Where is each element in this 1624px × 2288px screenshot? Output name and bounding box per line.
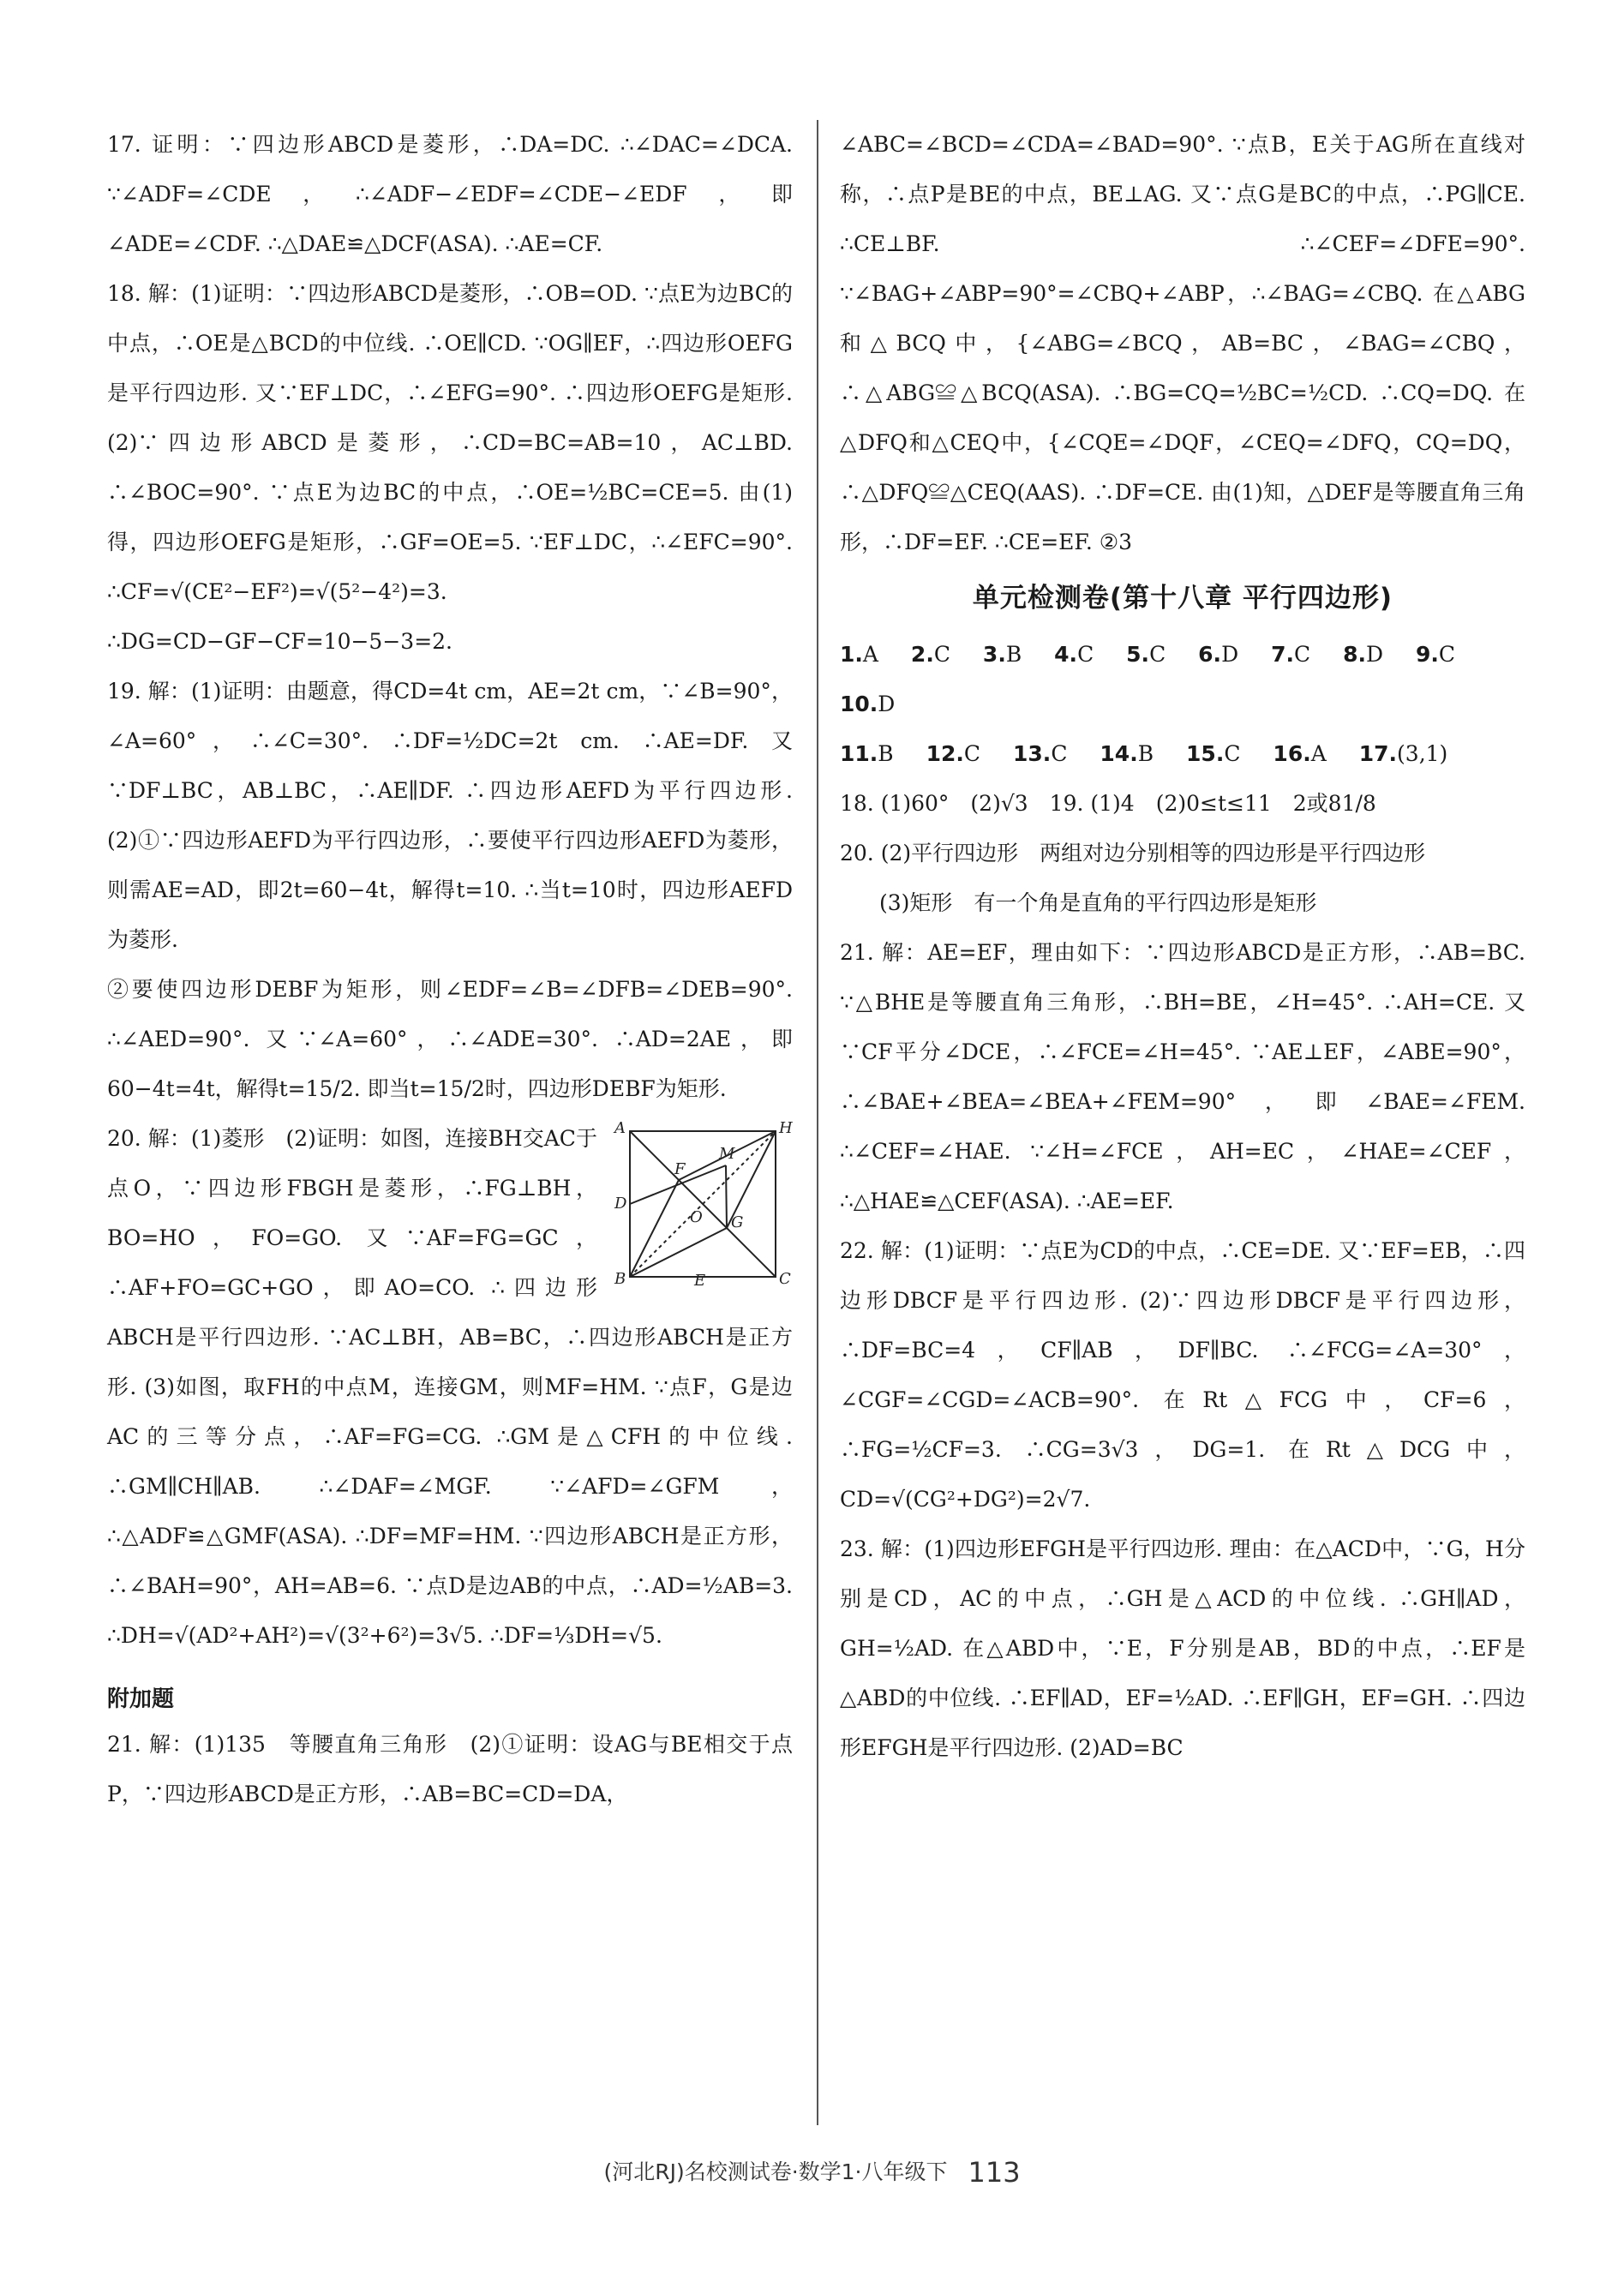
right-column <box>840 120 1525 1773</box>
answers-row-3: 18. (1)60° (2)√3 19. (1)4 (2)0≤t≤11 2或81/8 <box>840 791 1376 816</box>
answer-choice: 16.A <box>1273 741 1327 766</box>
answers-row-1 <box>840 630 1525 729</box>
label-e: E <box>694 1272 706 1285</box>
answer-19-part1: 19. 解：(1)证明：由题意，得CD=4t cm，AE=2t cm，∵∠B=90°，∠A=60°，∴∠C=30°. ∴DF=½DC=2t cm. ∴AE=DF. 又∵DF⊥BC，AB⊥BC，∴AE∥DF. ∴四边形AEFD为平行四边形. (2)①∵四边形AEFD为平行四边形，∴要使平行四边形AEFD为菱形，则需AE=AD，即2t=60−4t，解得t=10. ∴当t=10时，四边形AEFD为菱形. <box>107 679 793 952</box>
label-g: G <box>731 1213 744 1231</box>
answer-22: 22. 解：(1)证明：∵点E为CD的中点，∴CE=DE. 又∵EF=EB，∴四边形DBCF是平行四边形. (2)∵四边形DBCF是平行四边形，∴DF=BC=4，CF∥AB，DF∥BC. ∴∠FCG=∠A=30°，∠CGF=∠CGD=∠ACB=90°. 在Rt△FCG中，CF=6，∴FG=½CF=3. ∴CG=3√3，DG=1. 在Rt△DCG中，CD=√(CG²+DG²)=2√7. <box>840 1238 1525 1512</box>
answer-21-part1: 21. 解：(1)135 等腰直角三角形 (2)①证明：设AG与BE相交于点P，∵四边形ABCD是正方形，∴AB=BC=CD=DA， <box>107 1732 793 1806</box>
label-m: M <box>719 1145 735 1163</box>
answer-choice: 2.C <box>910 642 950 667</box>
answer-choice: 4.C <box>1054 642 1094 667</box>
answer-19-part2: ②要使四边形DEBF为矩形，则∠EDF=∠B=∠DFB=∠DEB=90°. ∴∠AED=90°. 又∵∠A=60°，∴∠ADE=30°. ∴AD=2AE，即60−4t=4t，解得t=15/2. 即当t=15/2时，四边形DEBF为矩形. <box>107 977 793 1101</box>
answer-choice: 5.C <box>1126 642 1166 667</box>
left-column <box>107 120 793 1819</box>
column-divider <box>817 120 818 2125</box>
section-title: 单元检测卷(第十八章 平行四边形) <box>972 583 1393 614</box>
answer-23: 23. 解：(1)四边形EFGH是平行四边形. 理由：在△ACD中，∵G，H分别是CD，AC的中点，∴GH是△ACD的中位线. ∴GH∥AD，GH=½AD. 在△ABD中，∵E，F分别是AB，BD的中点，∴EF是△ABD的中位线. ∴EF∥AD，EF=½AD. ∴EF∥GH，EF=GH. ∴四边形EFGH是平行四边形. (2)AD=BC <box>840 1536 1525 1760</box>
label-d: D <box>614 1195 627 1213</box>
answer-21: 21. 解：AE=EF，理由如下：∵四边形ABCD是正方形，∴AB=BC. ∵△BHE是等腰直角三角形，∴BH=BE，∠H=45°. ∴AH=CE. 又∵CF平分∠DCE，∴∠FCE=∠H=45°. ∵AE⊥EF，∠ABE=90°，∴∠BAE+∠BEA=∠BEA+∠FEM=90°，即∠BAE=∠FEM. ∴∠CEF=∠HAE. ∵∠H=∠FCE，AH=EC，∠HAE=∠CEF，∴△HAE≌△CEF(ASA). ∴AE=EF. <box>840 940 1525 1213</box>
label-h: H <box>779 1119 793 1137</box>
answer-choice: 8.D <box>1343 642 1384 667</box>
answers-row-2 <box>840 729 1525 779</box>
answer-choice: 1.A <box>840 642 878 667</box>
square-figure <box>613 1114 793 1285</box>
answer-choice: 12.C <box>926 741 981 766</box>
label-o: O <box>690 1208 703 1226</box>
label-a: A <box>614 1119 626 1137</box>
answer-choice: 9.C <box>1415 642 1456 667</box>
answer-choice: 11.B <box>840 741 894 766</box>
answer-choice: 17.(3,1) <box>1358 741 1448 766</box>
footer-title: (河北RJ)名校测试卷·数学1·八年级下 <box>603 2159 948 2184</box>
answer-21-part2: ∠ABC=∠BCD=∠CDA=∠BAD=90°. ∵点B，E关于AG所在直线对称，∴点P是BE的中点，BE⊥AG. 又∵点G是BC的中点，∴PG∥CE. ∴CE⊥BF. ∴∠CEF=∠DFE=90°. ∵∠BAG+∠ABP=90°=∠CBQ+∠ABP，∴∠BAG=∠CBQ. 在△ABG和△BCQ中，{∠ABG=∠BCQ，AB=BC，∠BAG=∠CBQ，∴△ABG≌△BCQ(ASA). ∴BG=CQ=½BC=½CD. ∴CQ=DQ. 在△DFQ和△CEQ中，{∠CQE=∠DQF，∠CEQ=∠DFQ，CQ=DQ，∴△DFQ≌△CEQ(AAS). ∴DF=CE. 由(1)知，△DEF是等腰直角三角形，∴DF=EF. ∴CE=EF. ②3 <box>840 132 1525 554</box>
answer-choice: 10.D <box>840 692 896 716</box>
answer-20-part3: (3)矩形 有一个角是直角的平行四边形是矩形 <box>879 890 1317 915</box>
page-number: 113 <box>968 2156 1021 2189</box>
answer-choice: 15.C <box>1186 741 1241 766</box>
segment-gm <box>726 1165 727 1228</box>
answer-choice: 3.B <box>982 642 1022 667</box>
page-footer <box>0 2155 1624 2189</box>
answer-choice: 13.C <box>1013 741 1068 766</box>
answer-17: 17. 证明：∵四边形ABCD是菱形，∴DA=DC. ∴∠DAC=∠DCA. ∵∠ADF=∠CDE，∴∠ADF−∠EDF=∠CDE−∠EDF，即∠ADE=∠CDF. ∴△DAE≌△DCF(ASA). ∴AE=CF. <box>107 132 793 256</box>
answer-20: 20. (2)平行四边形 两组对边分别相等的四边形是平行四边形 <box>840 841 1426 865</box>
label-f: F <box>674 1160 686 1178</box>
answer-choice: 6.D <box>1198 642 1239 667</box>
label-b: B <box>614 1270 626 1285</box>
label-c: C <box>779 1270 791 1285</box>
answer-18: 18. 解：(1)证明：∵四边形ABCD是菱形，∴OB=OD. ∵点E为边BC的中点，∴OE是△BCD的中位线. ∴OE∥CD. ∵OG∥EF，∴四边形OEFG是平行四边形. 又∵EF⊥DC，∴∠EFG=90°. ∴四边形OEFG是矩形. (2)∵四边形ABCD是菱形，∴CD=BC=AB=10，AC⊥BD. ∴∠BOC=90°. ∵点E为边BC的中点，∴OE=½BC=CE=5. 由(1)得，四边形OEFG是矩形，∴GF=OE=5. ∵EF⊥DC，∴∠EFC=90°. ∴CF=√(CE²−EF²)=√(5²−4²)=3. ∴DG=CD−GF−CF=10−5−3=2. <box>107 281 793 654</box>
answer-choice: 7.C <box>1271 642 1311 667</box>
answer-choice: 14.B <box>1100 741 1154 766</box>
answer-20: 20. 解：(1)菱形 (2)证明：如图，连接BH交AC于点O，∵四边形FBGH是菱形，∴FG⊥BH，BO=HO，FO=GO. 又∵AF=FG=GC，∴AF+FO=GC+GO，即AO=CO. ∴四边形ABCH是平行四边形. ∵AC⊥BH，AB=BC，∴四边形ABCH是正方形. (3)如图，取FH的中点M，连接GM，则MF=HM. ∵点F，G是边AC的三等分点，∴AF=FG=CG. ∴GM是△CFH的中位线. ∴GM∥CH∥AB. ∴∠DAF=∠MGF. ∵∠AFD=∠GFM，∴△ADF≌△GMF(ASA). ∴DF=MF=HM. ∵四边形ABCH是正方形，∴∠BAH=90°，AH=AB=6. ∵点D是边AB的中点，∴AD=½AB=3. ∴DH=√(AD²+AH²)=√(3²+6²)=3√5. ∴DF=⅓DH=√5. <box>107 1126 793 1648</box>
bonus-heading: 附加题 <box>107 1686 175 1712</box>
segment-bg <box>630 1228 727 1277</box>
